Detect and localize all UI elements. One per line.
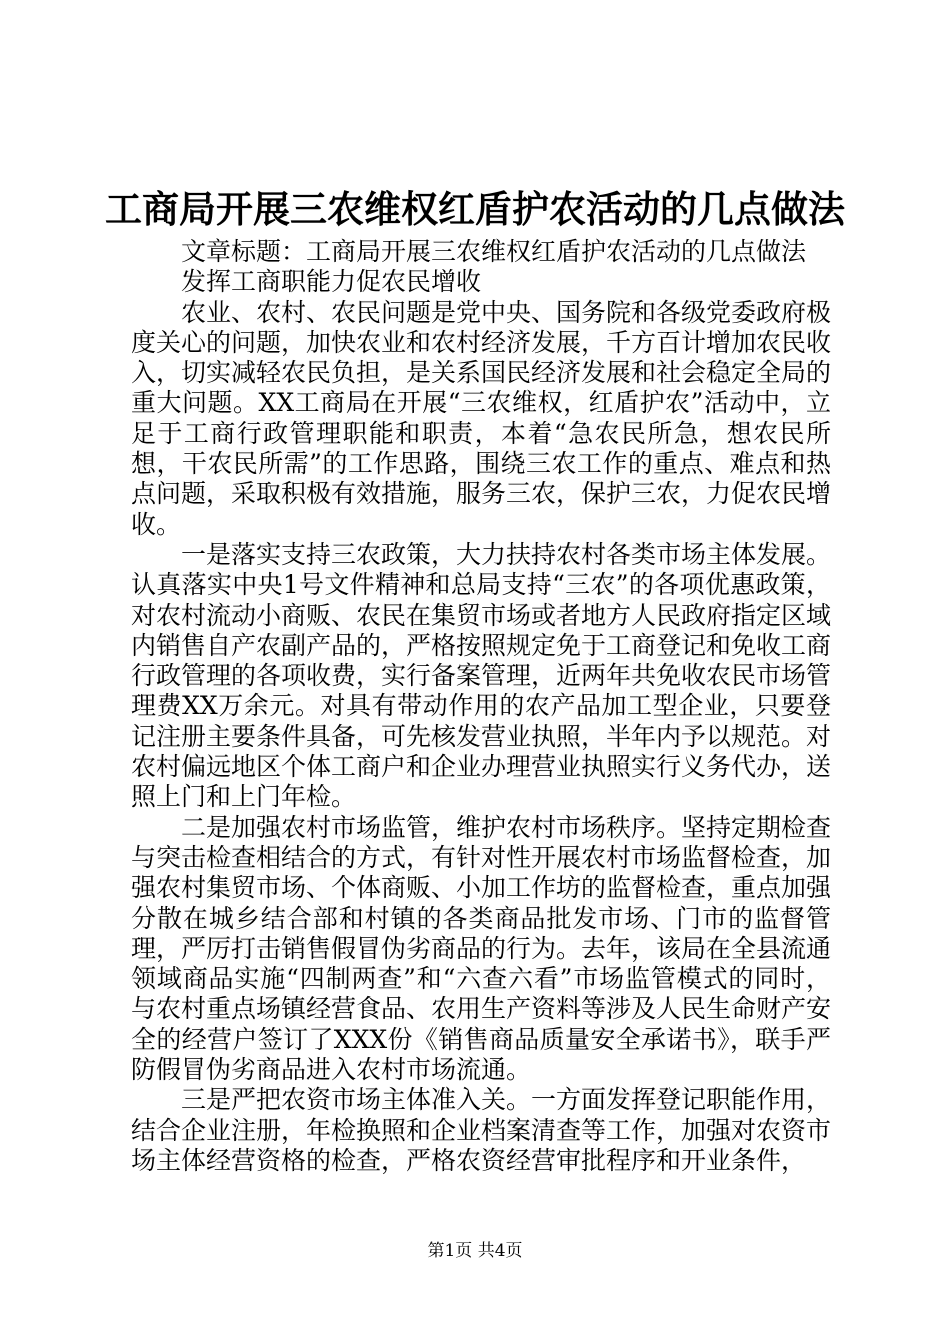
document-body bbox=[131, 237, 831, 1176]
page-title: 工商局开展三农维权红盾护农活动的几点做法 bbox=[105, 187, 845, 231]
subtitle-line: 发挥工商职能力促农民增收 bbox=[181, 267, 482, 297]
paragraph-two: 二是加强农村市场监管，维护农村市场秩序。坚持定期检查与突击检查相结合的方式，有针对性开展农村市场监督检查，加强农村集贸市场、个体商贩、小加工作坊的监督检查，重点加强分散在城乡结合部和村镇的各类商品批发市场、门市的监督管理，严厉打击销售假冒伪劣商品的行为。去年，该局在全县流通领域商品实施“四制两查”和“六查六看”市场监管模式的同时，与农村重点场镇经营食品、农用生产资料等涉及人民生命财产安全的经营户签订了XXX份《销售商品质量安全承诺书》，联手严防假冒伪劣商品进入农村市场流通。 bbox=[131, 812, 832, 1085]
page-footer: 第1页 共4页 bbox=[427, 1241, 523, 1261]
paragraph-three: 三是严把农资市场主体准入关。一方面发挥登记职能作用，结合企业注册，年检换照和企业档案清查等工作，加强对农资市场主体经营资格的检查，严格农资经营审批程序和开业条件， bbox=[131, 1085, 832, 1175]
paragraph-intro: 农业、农村、农民问题是党中央、国务院和各级党委政府极度关心的问题，加快农业和农村经济发展，千方百计增加农民收入，切实减轻农民负担，是关系国民经济发展和社会稳定全局的重大问题。XX工商局在开展“三农维权，红盾护农”活动中，立足于工商行政管理职能和职责，本着“急农民所急，想农民所想，干农民所需”的工作思路，围绕三农工作的重点、难点和热点问题，采取积极有效措施，服务三农，保护三农，力促农民增收。 bbox=[131, 297, 832, 539]
article-title-line: 文章标题：工商局开展三农维权红盾护农活动的几点做法 bbox=[181, 237, 807, 266]
paragraph-one: 一是落实支持三农政策，大力扶持农村各类市场主体发展。认真落实中央1号文件精神和总局支持“三农”的各项优惠政策，对农村流动小商贩、农民在集贸市场或者地方人民政府指定区域内销售自产农副产品的，严格按照规定免于工商登记和免收工商行政管理的各项收费，实行备案管理，近两年共免收农民市场管理费XX万余元。对具有带动作用的农产品加工型企业，只要登记注册主要条件具备，可先核发营业执照，半年内予以规范。对农村偏远地区个体工商户和企业办理营业执照实行义务代办，送照上门和上门年检。 bbox=[131, 539, 832, 812]
